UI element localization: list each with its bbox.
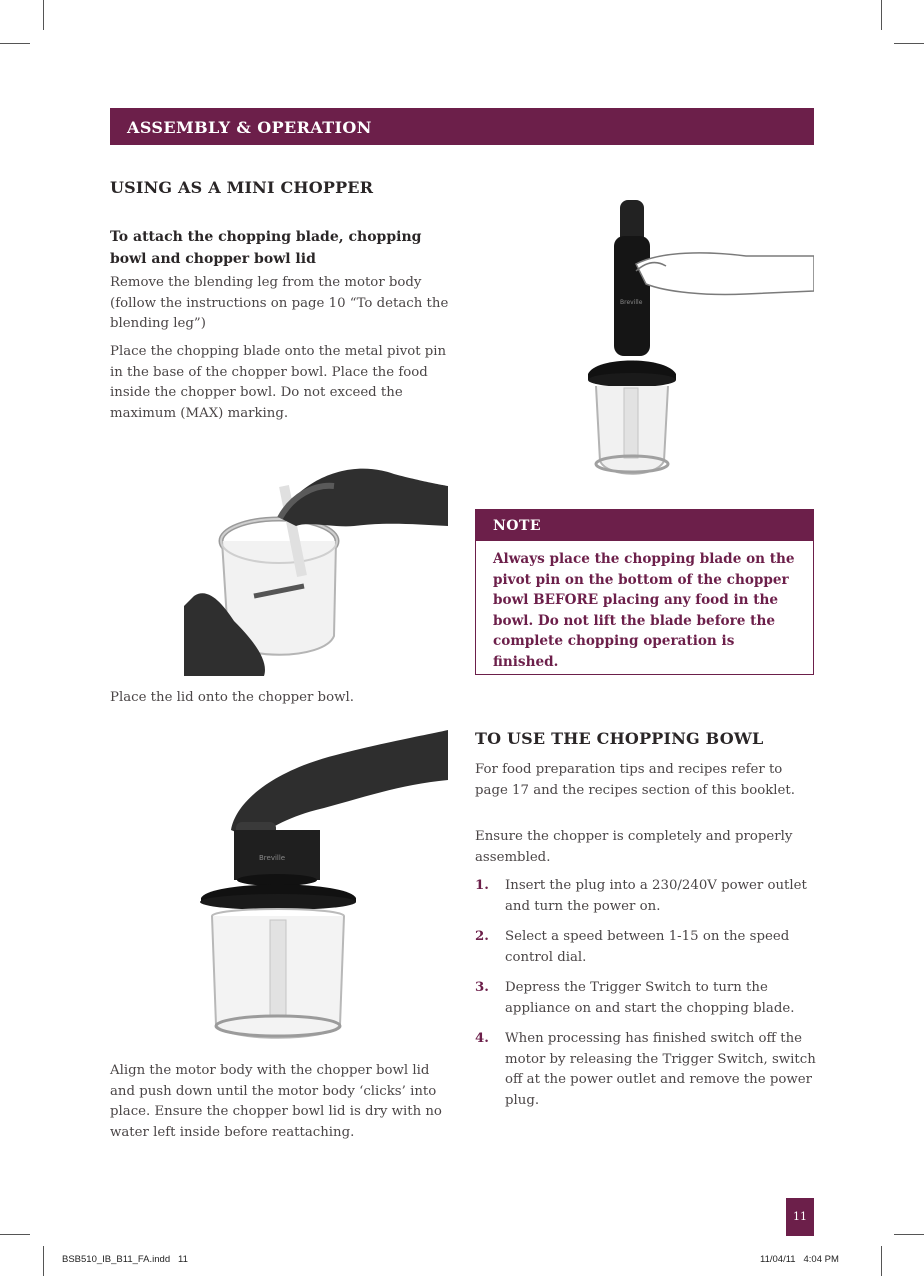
step-text: Select a speed between 1-15 on the speed control dial. — [505, 929, 790, 965]
crop-mark — [43, 1246, 44, 1276]
photo-caption: Align the motor body with the chopper bowl lid and push down until the motor body ‘clicks’ into place. Ensure the chopper bowl lid is dry with no water left inside before reattaching. — [110, 1063, 442, 1140]
steps-list — [475, 876, 820, 1121]
list-item — [475, 978, 820, 1019]
instruction-paragraph: Ensure the chopper is completely and properly assembled. — [475, 829, 793, 865]
instruction-paragraph: For food preparation tips and recipes refer to page 17 and the recipes section of this booklet. — [475, 762, 795, 798]
note-text: Always place the chopping blade on the pivot pin on the bottom of the chopper bowl BEFORE placing any food in the bowl. Do not lift the blade before the complete chopping operation is finished. — [493, 551, 795, 670]
list-item — [475, 876, 820, 917]
page-number: 11 — [786, 1198, 814, 1236]
lid-placement-photo — [196, 730, 448, 1042]
step-number: 2. — [475, 929, 489, 944]
list-item — [475, 1029, 820, 1111]
photo-caption: Place the lid onto the chopper bowl. — [110, 690, 354, 705]
section-header: ASSEMBLY & OPERATION — [110, 108, 814, 145]
crop-mark — [881, 0, 882, 30]
date-slug: 11/04/11 4:04 PM — [760, 1254, 839, 1265]
brand-logo: Breville — [259, 854, 286, 862]
step-number: 4. — [475, 1031, 489, 1046]
step-number: 3. — [475, 980, 489, 995]
note-box — [475, 509, 814, 675]
step-text: When processing has finished switch off the motor by releasing the Trigger Switch, switch off at the power outlet and remove the power plug. — [505, 1031, 816, 1108]
crop-mark — [881, 1246, 882, 1276]
crop-mark — [894, 43, 924, 44]
crop-mark — [0, 43, 30, 44]
crop-mark — [0, 1234, 30, 1235]
subheading: To attach the chopping blade, chopping bowl and chopper bowl lid — [110, 229, 422, 267]
crop-mark — [43, 0, 44, 30]
step-number: 1. — [475, 878, 489, 893]
step-text: Depress the Trigger Switch to turn the appliance on and start the chopping blade. — [505, 980, 795, 1016]
section-title: USING AS A MINI CHOPPER — [110, 178, 374, 197]
section-title: TO USE THE CHOPPING BOWL — [475, 729, 764, 748]
blade-insertion-photo — [184, 446, 448, 676]
assembled-chopper-photo — [586, 196, 814, 480]
instruction-paragraph: Place the chopping blade onto the metal pivot pin in the base of the chopper bowl. Place the food inside the chopper bowl. Do not exceed the maximum (MAX) marking. — [110, 344, 447, 421]
crop-mark — [894, 1234, 924, 1235]
step-text: Insert the plug into a 230/240V power outlet and turn the power on. — [505, 878, 807, 914]
instruction-paragraph: Remove the blending leg from the motor body (follow the instructions on page 10 “To detach the blending leg”) — [110, 275, 449, 331]
file-slug: BSB510_IB_B11_FA.indd 11 — [62, 1254, 188, 1265]
list-item — [475, 927, 820, 968]
note-title: NOTE — [476, 510, 813, 541]
brand-logo: Breville — [620, 299, 643, 306]
